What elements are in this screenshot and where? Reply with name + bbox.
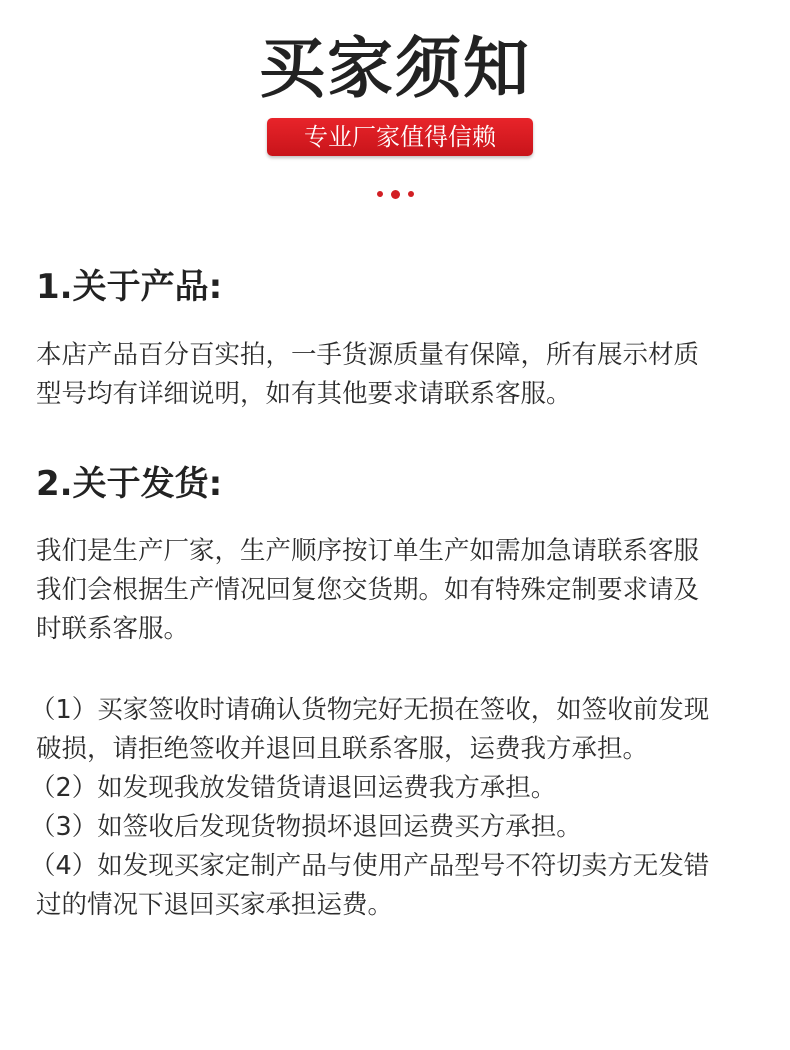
page-title: 买家须知 — [259, 30, 531, 107]
note-line: 过的情况下退回买家承担运费。 — [36, 890, 394, 920]
section-heading-product: 1.关于产品: — [36, 267, 223, 307]
note-line: 破损，请拒绝签收并退回且联系客服，运费我方承担。 — [36, 734, 649, 764]
decorative-dots — [0, 187, 790, 201]
note-line: （3）如签收后发现货物损坏退回运费买方承担。 — [30, 812, 582, 842]
dot-icon — [377, 191, 383, 197]
note-line: （2）如发现我放发错货请退回运费我方承担。 — [30, 773, 557, 803]
dot-icon — [391, 190, 400, 199]
section-heading-shipping: 2.关于发货: — [36, 464, 223, 504]
paragraph-line: 本店产品百分百实拍，一手货源质量有保障，所有展示材质 — [36, 340, 700, 370]
product-paragraph — [36, 336, 771, 414]
note-line: （1）买家签收时请确认货物完好无损在签收，如签收前发现 — [30, 695, 710, 725]
dot-icon — [408, 191, 414, 197]
notes-list — [30, 691, 775, 925]
paragraph-line: 型号均有详细说明，如有其他要求请联系客服。 — [36, 379, 572, 409]
note-line: （4）如发现买家定制产品与使用产品型号不符切卖方无发错 — [30, 851, 710, 881]
subtitle-badge: 专业厂家值得信赖 — [267, 118, 533, 156]
shipping-paragraph — [36, 532, 771, 649]
paragraph-line: 时联系客服。 — [36, 614, 190, 644]
paragraph-line: 我们会根据生产情况回复您交货期。如有特殊定制要求请及 — [36, 575, 700, 605]
paragraph-line: 我们是生产厂家，生产顺序按订单生产如需加急请联系客服 — [36, 536, 700, 566]
